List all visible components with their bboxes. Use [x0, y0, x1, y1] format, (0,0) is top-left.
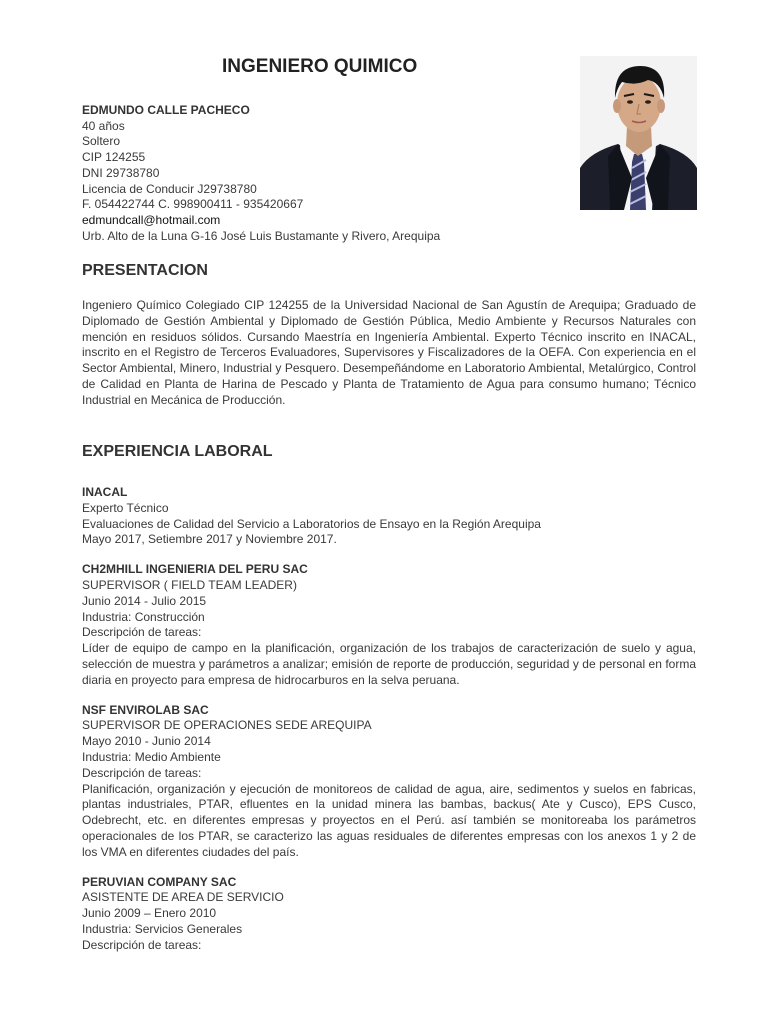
experience-heading: EXPERIENCIA LABORAL — [82, 443, 273, 460]
driver-license: Licencia de Conducir J29738780 — [82, 181, 257, 196]
age: 40 años — [82, 118, 125, 133]
job-detail-line: SUPERVISOR DE OPERACIONES SEDE AREQUIPA — [82, 718, 372, 733]
job-detail-line: Industria: Medio Ambiente — [82, 749, 221, 764]
phone-numbers: F. 054422744 C. 998900411 - 935420667 — [82, 197, 304, 212]
job-company: PERUVIAN COMPANY SAC — [82, 874, 237, 889]
presentation-heading: PRESENTACION — [82, 262, 208, 279]
job-entry — [82, 562, 696, 688]
job-detail-line: ASISTENTE DE AREA DE SERVICIO — [82, 890, 284, 905]
job-company: CH2MHILL INGENIERIA DEL PERU SAC — [82, 562, 308, 577]
job-description: Líder de equipo de campo en la planificación, organización de los trabajos de caracterización de suelo y agua, selección de muestra y parámetros a analizar; emisión de reporte de producción, seguridad y de personal en forma diaria en proyecto para empresa de hidrocarburos en la selva peruana. — [82, 641, 696, 687]
job-detail-line: Mayo 2017, Setiembre 2017 y Noviembre 2017. — [82, 532, 337, 547]
personal-info — [82, 103, 582, 244]
job-detail-line: SUPERVISOR ( FIELD TEAM LEADER) — [82, 577, 297, 592]
job-detail-line: Evaluaciones de Calidad del Servicio a Laboratorios de Ensayo en la Región Arequipa — [82, 516, 541, 531]
presentation-text: Ingeniero Químico Colegiado CIP 124255 de la Universidad Nacional de San Agustín de Arequipa; Graduado de Diplomado de Gestión Ambiental y Diplomado de Gestión Pública, Medio Ambiente y Recursos Naturales con mención en residuos sólidos. Cursando Maestría en Ingeniería Ambiental. Experto Técnico inscrito en INACAL, inscrito en el Registro de Terceros Evaluadores, Supervisores y Fiscalizadores de la OEFA. Con experiencia en el Sector Ambiental, Minero, Industrial y Pesquero. Desempeñándome en Laboratorio Ambiental, Metalúrgico, Control de Calidad en Planta de Harina de Pescado y Planta de Tratamiento de Agua para consumo humano; Técnico Industrial en Mecánica de Producción. — [82, 298, 696, 407]
marital-status: Soltero — [82, 134, 121, 149]
job-detail-line: Mayo 2010 - Junio 2014 — [82, 734, 211, 749]
job-entry — [82, 703, 696, 861]
job-list — [82, 485, 696, 968]
job-detail-line: Descripción de tareas: — [82, 937, 202, 952]
profile-photo — [580, 56, 697, 210]
home-address: Urb. Alto de la Luna G-16 José Luis Bustamante y Rivero, Arequipa — [82, 228, 441, 243]
job-company: NSF ENVIROLAB SAC — [82, 702, 209, 717]
job-detail-line: Industria: Servicios Generales — [82, 921, 243, 936]
page-title: INGENIERO QUIMICO — [222, 56, 418, 77]
job-detail-line: Experto Técnico — [82, 500, 169, 515]
job-entry — [82, 485, 696, 548]
job-company: INACAL — [82, 485, 128, 499]
dni-number: DNI 29738780 — [82, 165, 160, 180]
job-description: Planificación, organización y ejecución de monitoreos de calidad de agua, aire, sedimentos y suelos en fabricas, plantas industriales, PTAR, efluentes en la unidad minera las bambas, backus( Ate y Cusco), EPS Cusco, Odebrecht, etc. en diferentes empresas y proyectos en el Perú. así también se monitoreaba los parámetros operacionales de los PTAR, se caracterizo las aguas residuales de diferentes empresas con los anexos 1 y 2 de los VMA en diferentes ciudades del país. — [82, 781, 696, 859]
job-entry — [82, 875, 696, 954]
candidate-name: EDMUNDO CALLE PACHECO — [82, 103, 250, 117]
job-detail-line: Descripción de tareas: — [82, 765, 202, 780]
job-detail-line: Industria: Construcción — [82, 609, 205, 624]
job-detail-line: Junio 2014 - Julio 2015 — [82, 593, 207, 608]
job-detail-line: Descripción de tareas: — [82, 625, 202, 640]
cip-number: CIP 124255 — [82, 150, 146, 165]
email-address[interactable]: edmundcall@hotmail.com — [82, 212, 221, 227]
job-detail-line: Junio 2009 – Enero 2010 — [82, 906, 217, 921]
